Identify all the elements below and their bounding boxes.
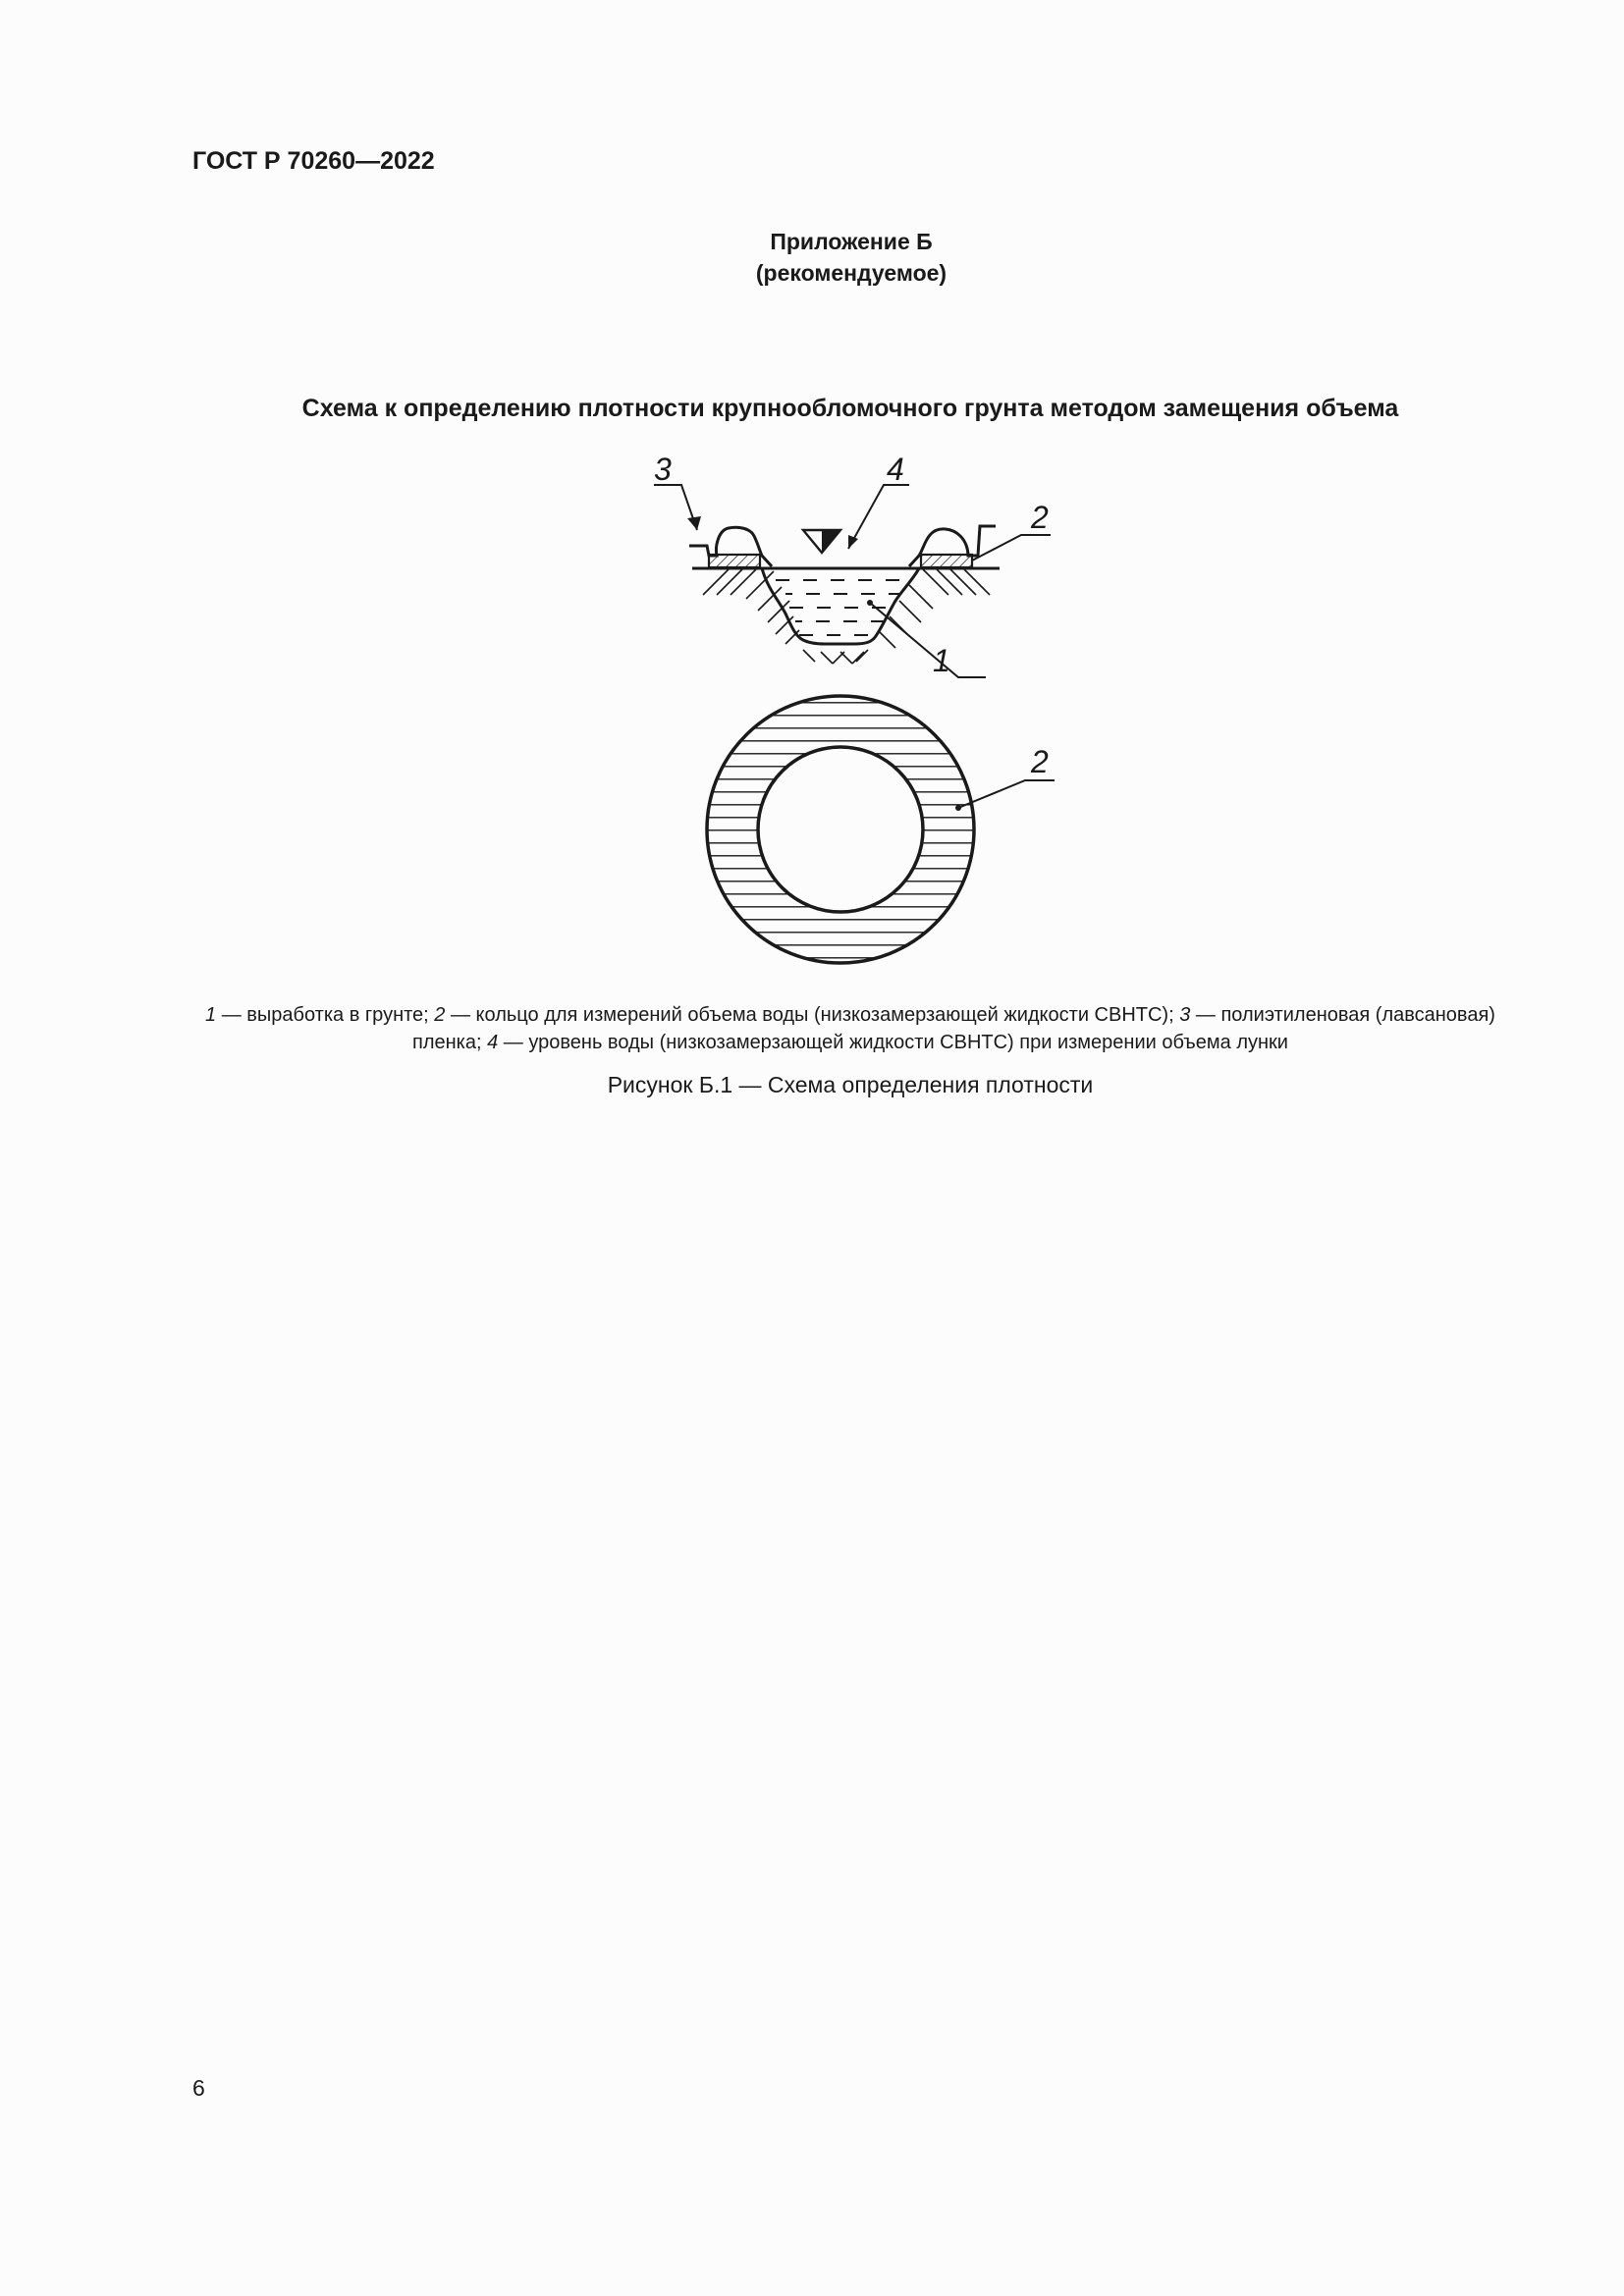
label-2-plan: 2: [1031, 744, 1049, 779]
legend-num-2: 2: [434, 1004, 446, 1026]
density-scheme-diagram: [0, 0, 1624, 991]
document-code: ГОСТ Р 70260—2022: [192, 147, 435, 175]
label-1: 1: [933, 643, 950, 678]
label-3: 3: [654, 452, 672, 487]
leader-lines: [654, 485, 1055, 808]
legend-num-1: 1: [205, 1004, 217, 1026]
label-2-section: 2: [1031, 500, 1049, 535]
legend-text-2: — кольцо для измерений объема воды (низкозамерзающей жидкости СВНТС);: [445, 1004, 1180, 1026]
figure-title: Схема к определению плотности крупнообломочного грунта методом замещения объема: [301, 395, 1399, 422]
legend-num-4: 4: [487, 1032, 499, 1053]
ring-section-right: [921, 555, 972, 567]
legend-text-1: — выработка в грунте;: [216, 1004, 435, 1026]
legend-num-3: 3: [1179, 1004, 1191, 1026]
ring-plan-view: [707, 696, 974, 963]
page-number: 6: [192, 2075, 205, 2101]
arrow-4: [848, 535, 858, 549]
legend-text-4: — уровень воды (низкозамерзающей жидкости СВНТС) при измерении объема лунки: [498, 1032, 1288, 1053]
label-4: 4: [887, 452, 904, 487]
arrow-3: [687, 516, 701, 530]
figure-caption: Рисунок Б.1 — Схема определения плотности: [607, 1072, 1094, 1097]
annex-title: Приложение Б: [770, 229, 933, 254]
dot-1: [867, 600, 873, 606]
figure-legend: [192, 1001, 1508, 1056]
annex-status: (рекомендуемое): [755, 260, 947, 286]
legend-text-3: — полиэтиленовая (лавсановая) пленка;: [412, 1004, 1495, 1053]
ground-hatch-bottom: [803, 650, 868, 664]
